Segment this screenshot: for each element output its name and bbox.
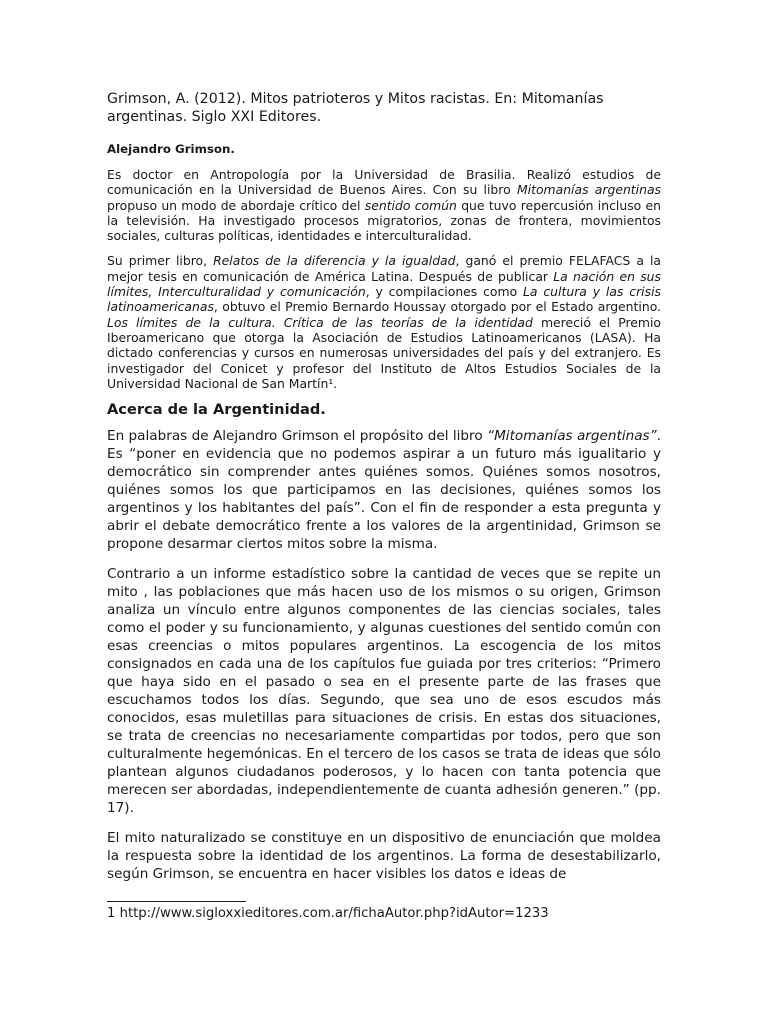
text-run: mereció el Premio Iberoamericano que otorga la Asociación de Estudios Latinoamericanos (LASA). Ha dictado conferencias y cursos en numerosas universidades del país y del extranjero. Es investigador del Conicet y profesor del Instituto de Altos Estudios Sociales de la Universidad Nacional de San Martín¹. (107, 314, 661, 391)
italic-text-run: Los límites de la cultura. Crítica de las teorías de la identidad (107, 314, 533, 330)
text-run: . Es “poner en evidencia que no podemos aspirar a un futuro más igualitario y democrático sin comprender antes quiénes somos. Quiénes somos nosotros, quiénes somos los que participamos en las decisiones, quiénes somos los argentinos y los habitantes del país”. Con el fin de responder a esta pregunta y abrir el debate democrático frente a los valores de la argentinidad, Grimson se propone desarmar ciertos mitos sobre la misma. (107, 428, 661, 553)
footnote: 1 http://www.sigloxxieditores.com.ar/fichaAutor.php?idAutor=1233 (107, 906, 549, 921)
citation: Grimson, A. (2012). Mitos patrioteros y Mitos racistas. En: Mitomanías argentinas. Siglo XXI Editores. (107, 91, 604, 125)
body-paragraph-3 (107, 829, 661, 883)
text-run: , y compilaciones como (365, 284, 524, 300)
text-run: En palabras de Alejandro Grimson el propósito del libro (107, 428, 488, 445)
italic-text-run: La nación en sus límites, Interculturalidad y comunicación (107, 268, 661, 300)
text-run: Contrario a un informe estadístico sobre la cantidad de veces que se repite un mito , las poblaciones que más hacen uso de los mismos o su origen, Grimson analiza un vínculo entre algunos componentes de las ciencias sociales, tales como el poder y su funcionamiento, y algunas cuestiones del sentido común con esas creencias o mitos populares argentinos. La escogencia de los mitos consignados en cada una de los capítulos fue guiada por tres criterios: “Primero que haya sido en el pasado o sea en el presente parte de las frases que escuchamos todos los días. Segundo, que sea uno de esos escudos más conocidos, esas muletillas para situaciones de crisis. En estas dos situaciones, se trata de creencias no necesariamente compartidas por todos, pero que son culturalmente hegemónicas. En el tercero de los casos se trata de ideas que sólo plantean algunos ciudadanos poderosos, y lo hacen con tanta potencia que merecen ser abordadas, independientemente de cuanta adhesión generen.” (pp. 17). (107, 566, 661, 817)
text-run: Es doctor en Antropología por la Universidad de Brasilia. Realizó estudios de comunicación en la Universidad de Buenos Aires. Con su libro (107, 167, 661, 198)
author-name: Alejandro Grimson. (107, 142, 235, 156)
text-run: , obtuvo el Premio Bernardo Houssay otorgado por el Estado argentino. (213, 299, 661, 315)
text-run: propuso un modo de abordaje crítico del (107, 197, 365, 213)
body-paragraph-1 (107, 427, 661, 553)
footnote-separator (107, 901, 246, 902)
text-run: Su primer libro, (107, 253, 214, 269)
text-run: El mito naturalizado se constituye en un dispositivo de enunciación que moldea la respuesta sobre la identidad de los argentinos. La forma de desestabilizarlo, según Grimson, se encuentra en hacer visibles los datos e ideas de (107, 830, 661, 883)
document-body (107, 90, 661, 895)
text-run: que tuvo repercusión incluso en la televisión. Ha investigado procesos migratorios, zonas de frontera, movimientos sociales, culturas políticas, identidades e interculturalidad. (107, 197, 661, 244)
italic-text-run: Relatos de la diferencia y la igualdad (213, 253, 456, 269)
italic-text-run: La cultura y las crisis latinoamericanas (107, 284, 661, 315)
body-paragraph-2 (107, 565, 661, 817)
italic-text-run: “Mitomanías argentinas” (487, 428, 657, 445)
author-bio-paragraph-1 (107, 167, 661, 243)
italic-text-run: sentido común (364, 197, 457, 213)
text-run: , ganó el premio FELAFACS a la mejor tesis en comunicación de América Latina. Después de publicar (107, 253, 661, 284)
italic-text-run: Mitomanías argentinas (516, 182, 662, 198)
author-bio-paragraph-2 (107, 253, 661, 391)
section-heading: Acerca de la Argentinidad. (107, 401, 326, 419)
